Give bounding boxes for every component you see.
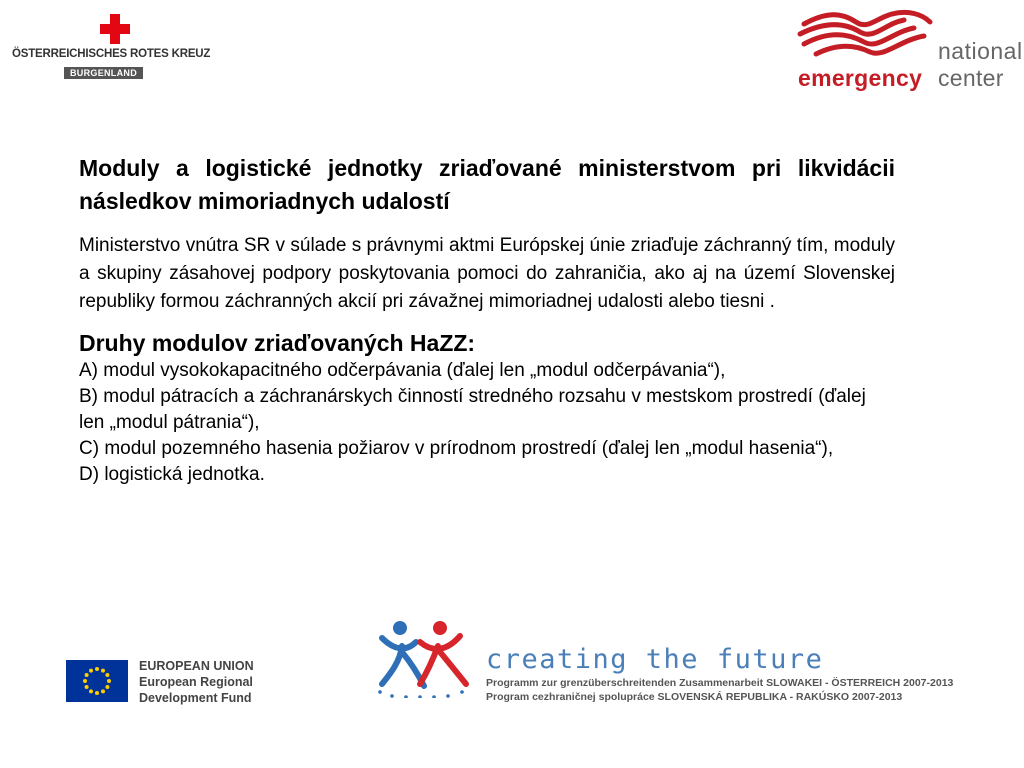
eu-fund-logo xyxy=(66,660,266,706)
program-figures-icon xyxy=(372,618,482,698)
intro-paragraph: Ministerstvo vnútra SR v súlade s právnymi aktmi Európskej únie zriaďuje záchranný tím, moduly a skupiny zásahovej podpory poskytovania pomoci do zahraničia, ako aj na území Slovenskej republiky formou záchranných akcií pri závažnej mimoriadnej udalosti alebo tiesni . xyxy=(79,235,895,312)
program-line-sk: Program cezhraničnej spolupráce SLOVENSKÁ REPUBLIKA - RAKÚSKO 2007-2013 xyxy=(486,691,903,703)
red-cross-icon xyxy=(100,14,130,44)
national-emergency-center-logo xyxy=(796,8,1023,100)
organization-name: ÖSTERREICHISCHES ROTES KREUZ xyxy=(12,48,211,60)
nec-wave-mark-icon xyxy=(796,8,936,58)
eu-line-1: EUROPEAN UNION xyxy=(139,659,254,673)
eu-line-2: European Regional xyxy=(139,675,253,689)
slide-content xyxy=(79,152,895,488)
eu-fund-text xyxy=(139,658,254,706)
nec-emergency-text: emergency xyxy=(798,65,923,91)
nec-center-text: center xyxy=(938,65,1004,91)
eu-flag-icon xyxy=(66,660,128,702)
program-line-de: Programm zur grenzüberschreitenden Zusammenarbeit SLOWAKEI - ÖSTERREICH 2007-2013 xyxy=(486,677,954,689)
program-slogan: creating the future xyxy=(486,644,824,675)
module-item-d: D) logistická jednotka. xyxy=(79,464,265,485)
slide-title: Moduly a logistické jednotky zriaďované ministerstvom pri likvidácii následkov mimoriadnych udalostí xyxy=(79,155,895,214)
module-item-a: A) modul vysokokapacitného odčerpávania (ďalej len „modul odčerpávania“), xyxy=(79,360,726,381)
region-badge: BURGENLAND xyxy=(64,67,143,79)
module-item-c: C) modul pozemného hasenia požiarov v prírodnom prostredí (ďalej len „modul hasenia“), xyxy=(79,438,834,459)
red-cross-logo xyxy=(12,12,211,84)
nec-national-text: national xyxy=(938,38,1023,64)
cross-border-program-logo xyxy=(372,618,972,708)
modules-subheading: Druhy modulov zriaďovaných HaZZ: xyxy=(79,330,476,356)
eu-line-3: Development Fund xyxy=(139,691,252,705)
module-item-b: B) modul pátracích a záchranárskych činností stredného rozsahu v mestskom prostredí (ďalej len „modul pátrania“), xyxy=(79,386,866,433)
